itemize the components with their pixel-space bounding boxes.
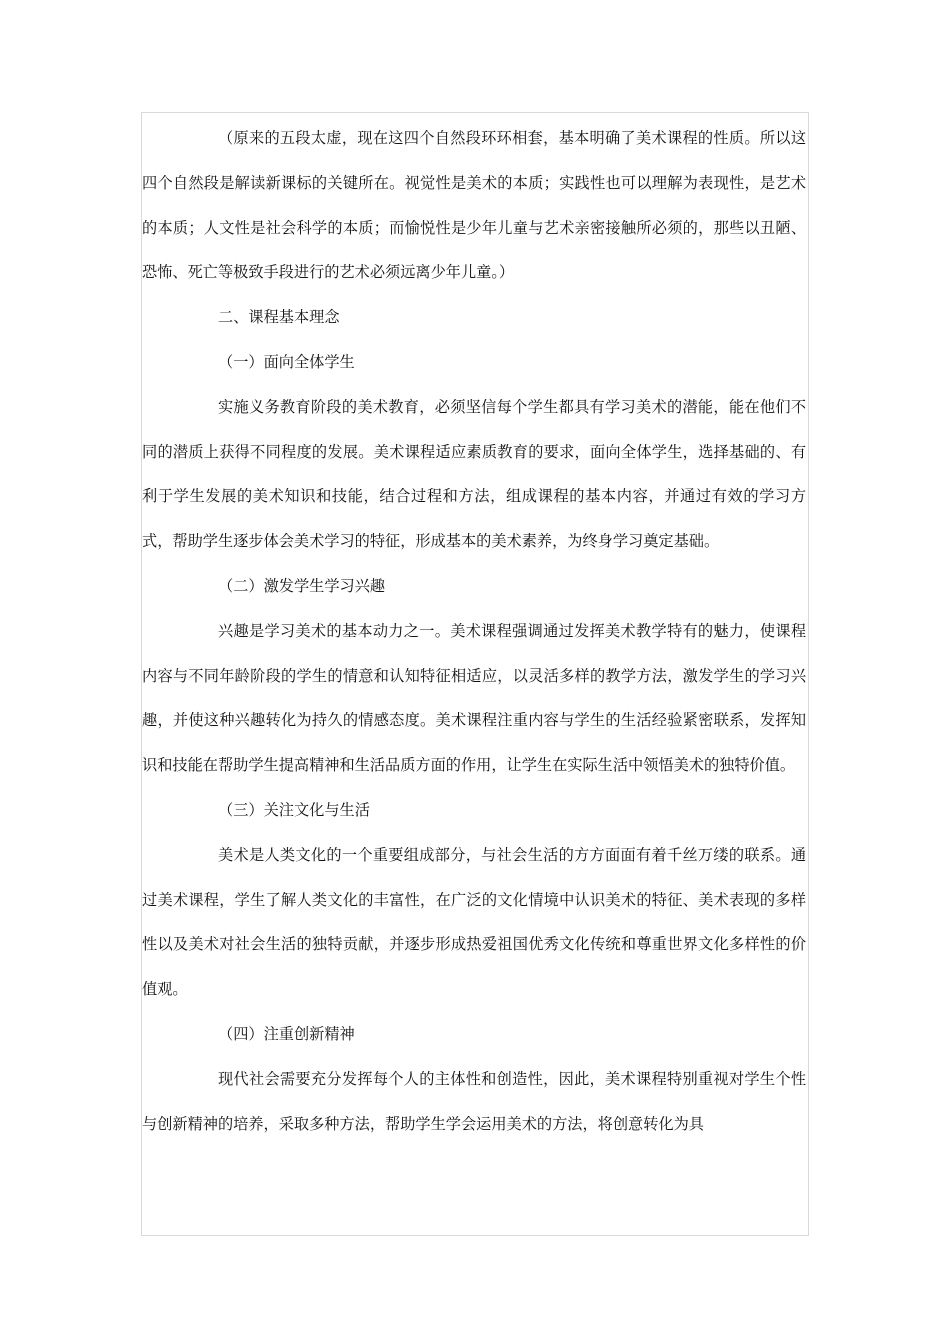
subheading-innovation: （四）注重创新精神 bbox=[218, 1024, 355, 1043]
subheading-interest: （二）激发学生学习兴趣 bbox=[218, 576, 386, 595]
paragraph-interest: 兴趣是学习美术的基本动力之一。美术课程强调通过发挥美术教学特有的魅力，使课程内容与不同年龄阶段的学生的情意和认知特征相适应，以灵活多样的教学方法，激发学生的学习兴趣，并使这种兴趣转化为持久的情感态度。美术课程注重内容与学生的生活经验紧密联系，发挥知识和技能在帮助学生提高精神和生活品质方面的作用，让学生在实际生活中领悟美术的独特价值。 bbox=[142, 621, 806, 775]
document-body bbox=[142, 116, 806, 1146]
subheading-all-students: （一）面向全体学生 bbox=[218, 352, 355, 371]
paragraph-curriculum-nature-note: （原来的五段太虚，现在这四个自然段环环相套，基本明确了美术课程的性质。所以这四个自然段是解读新课标的关键所在。视觉性是美术的本质；实践性也可以理解为表现性，是艺术的本质；人文性是社会科学的本质；而愉悦性是少年儿童与艺术亲密接触所必须的，那些以丑陋、恐怖、死亡等极致手段进行的艺术必须远离少年儿童。） bbox=[142, 129, 806, 282]
paragraph-all-students: 实施义务教育阶段的美术教育，必须坚信每个学生都具有学习美术的潜能，能在他们不同的潜质上获得不同程度的发展。美术课程适应素质教育的要求，面向全体学生，选择基础的、有利于学生发展的美术知识和技能，结合过程和方法，组成课程的基本内容，并通过有效的学习方式，帮助学生逐步体会美术学习的特征，形成基本的美术素养，为终身学习奠定基础。 bbox=[142, 397, 806, 551]
section-heading-basic-concepts: 二、课程基本理念 bbox=[218, 308, 340, 327]
paragraph-innovation: 现代社会需要充分发挥每个人的主体性和创造性，因此，美术课程特别重视对学生个性与创新精神的培养，采取多种方法，帮助学生学会运用美术的方法，将创意转化为具 bbox=[142, 1069, 806, 1133]
subheading-culture-life: （三）关注文化与生活 bbox=[218, 800, 370, 819]
paragraph-culture-life: 美术是人类文化的一个重要组成部分，与社会生活的方方面面有着千丝万缕的联系。通过美术课程，学生了解人类文化的丰富性，在广泛的文化情境中认识美术的特征、美术表现的多样性以及美术对社会生活的独特贡献，并逐步形成热爱祖国优秀文化传统和尊重世界文化多样性的价值观。 bbox=[142, 845, 806, 999]
